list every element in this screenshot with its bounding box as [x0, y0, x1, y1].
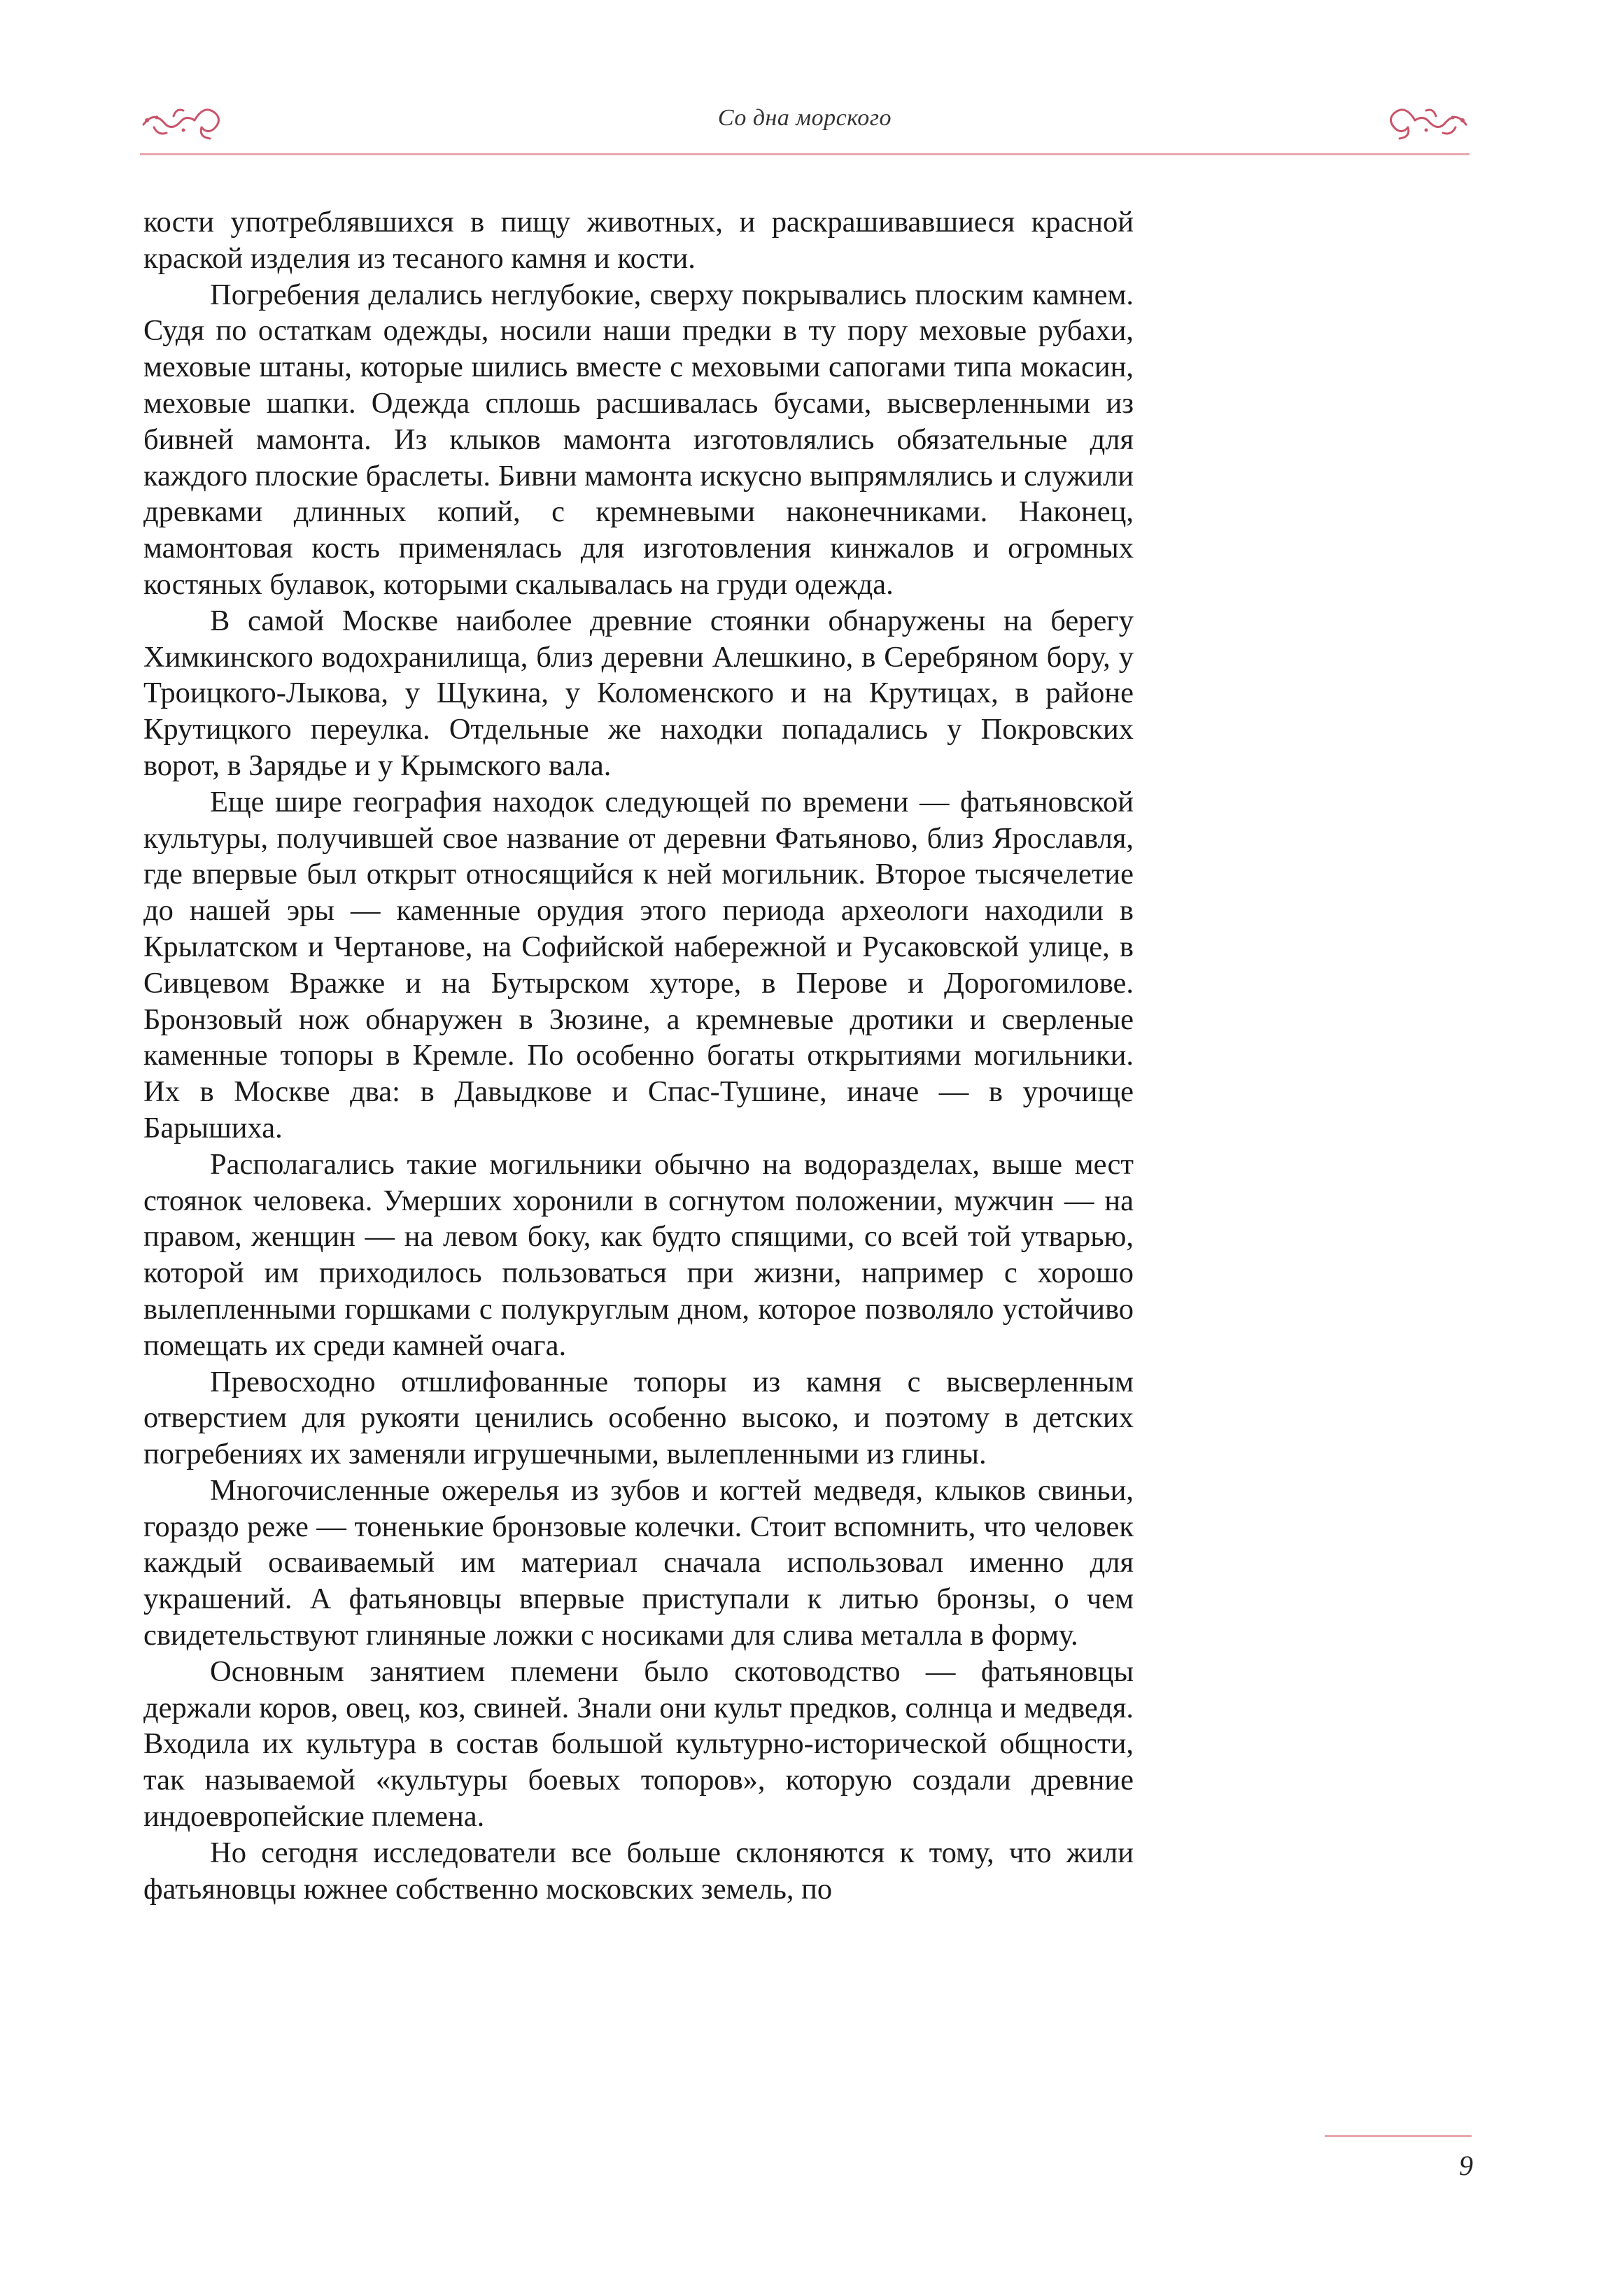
- footer-divider: [1325, 2135, 1472, 2137]
- paragraph: Еще шире география находок следующей по времени — фатьяновской культуры, получившей свое название от деревни Фатьяново, близ Ярославля, где впервые был открыт относящийся к ней могильник. Второе тысячелетие до нашей эры — каменные орудия этого периода археологи находили в Крылатском и Чертанове, на Софийской набережной и Русаковской улице, в Сивцевом Вражке и на Бутырском хуторе, в Перове и Дорогомилове. Бронзовый нож обнаружен в Зюзине, а кремневые дротики и сверленые каменные топоры в Кремле. По особенно богаты открытиями могильники. Их в Москве два: в Давыдкове и Спас-Тушине, иначе — в урочище Барышиха.: [143, 785, 1134, 1145]
- body-text: [143, 204, 1134, 1907]
- page-number: 9: [1459, 2150, 1473, 2181]
- paragraph: кости употреблявшихся в пищу животных, и раскрашивавшиеся красной краской изделия из тесаного камня и кости.: [143, 206, 1134, 275]
- paragraph: Превосходно отшлифованные топоры из камня с высверленным отверстием для рукояти ценились особенно высоко, и поэтому в детских погребениях их заменяли игрушечными, вылепленными из глины.: [143, 1365, 1134, 1471]
- paragraph: Погребения делались неглубокие, сверху покрывались плоским камнем. Судя по остаткам одежды, носили наши предки в ту пору меховые рубахи, меховые штаны, которые шились вместе с меховыми сапогами типа мокасин, меховые шапки. Одежда сплошь расшивалась бусами, высверленными из бивней мамонта. Из клыков мамонта изготовлялись обязательные для каждого плоские браслеты. Бивни мамонта искусно выпрямлялись и служили древками длинных копий, с кремневыми наконечниками. Наконец, мамонтовая кость применялась для изготовления кинжалов и огромных костяных булавок, которыми скалывалась на груди одежда.: [143, 278, 1134, 601]
- paragraph: Располагались такие могильники обычно на водоразделах, выше мест стоянок человека. Умерших хоронили в согнутом положении, мужчин — на правом, женщин — на левом боку, как будто спящими, со всей той утварью, которой им приходилось пользоваться при жизни, например с хорошо вылепленными горшками с полукруглым дном, которое позволяло устойчиво помещать их среди камней очага.: [143, 1147, 1134, 1362]
- paragraph: Основным занятием племени было скотоводство — фатьяновцы держали коров, овец, коз, свиней. Знали они культ предков, солнца и медведя. Входила их культура в состав большой культурно-исторической общности, так называемой «культуры боевых топоров», которую создали древние индоевропейские племена.: [143, 1654, 1134, 1834]
- paragraph: Но сегодня исследователи все больше склоняются к тому, что жили фатьяновцы южнее собственно московских земель, по: [143, 1836, 1134, 1906]
- running-header: [140, 91, 1470, 161]
- paragraph: В самой Москве наиболее древние стоянки обнаружены на берегу Химкинского водохранилища, близ деревни Алешкино, в Серебряном бору, у Троицкого-Лыкова, у Щукина, у Коломенского и на Крутицах, в районе Крутицкого переулка. Отдельные же находки попадались у Покровских ворот, в Зарядье и у Крымского вала.: [143, 604, 1134, 782]
- floral-flourish-icon: [1386, 97, 1470, 146]
- running-title: Со дна морского: [717, 105, 892, 131]
- paragraph: Многочисленные ожерелья из зубов и когтей медведя, клыков свиньи, гораздо реже — тоненькие бронзовые колечки. Стоит вспомнить, что человек каждый осваиваемый им материал сначала использовал именно для украшений. А фатьяновцы впервые приступали к литью бронзы, о чем свидетельствуют глиняные ложки с носиками для слива металла в форму.: [143, 1473, 1134, 1652]
- header-divider: [140, 153, 1470, 155]
